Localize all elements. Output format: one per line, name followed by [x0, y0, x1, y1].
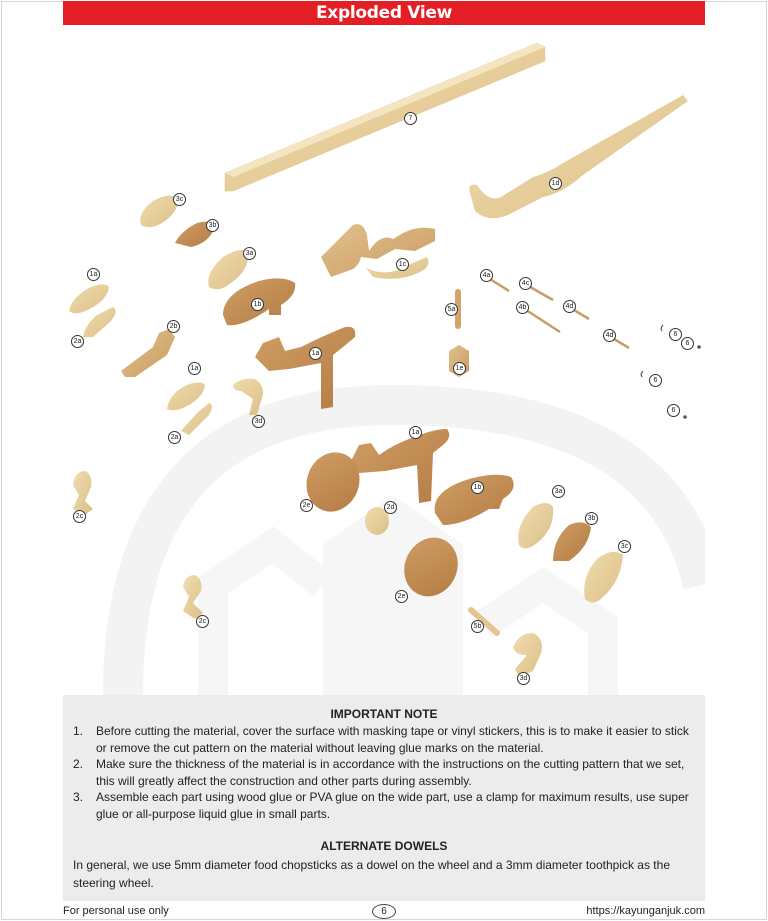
part-2b: [121, 329, 175, 377]
part-label-4b: 4b: [516, 301, 529, 314]
note-item: [71, 723, 701, 756]
part-label-1b: 1b: [471, 481, 484, 494]
part-3d-mid: [233, 379, 263, 415]
part-2c-left: [73, 471, 93, 515]
part-label-2a: 2a: [71, 335, 84, 348]
part-label-4d: 4d: [563, 300, 576, 313]
part-label-3b: 3b: [206, 219, 219, 232]
part-label-1e: 1e: [453, 362, 466, 375]
important-note-panel: [63, 695, 705, 901]
part-label-1d: 1d: [549, 177, 562, 190]
watermark-house: [323, 495, 463, 695]
part-label-2e: 2e: [300, 499, 313, 512]
part-label-6: 6: [669, 328, 682, 341]
part-3c-lower: [584, 552, 623, 603]
part-label-7: 7: [404, 112, 417, 125]
note-text: Make sure the thickness of the material is in accordance with the instructions on the cutting pattern that we set, this will greatly affect the construction and other parts during assembly.: [96, 757, 685, 788]
part-label-3a: 3a: [243, 247, 256, 260]
part-label-1b: 1b: [251, 298, 264, 311]
alternate-dowels-title: ALTERNATE DOWELS: [320, 839, 448, 853]
part-label-2c: 2c: [73, 510, 86, 523]
part-3a-lower: [518, 503, 553, 549]
part-label-1a: 1a: [87, 268, 100, 281]
part-1a-mid: [167, 382, 205, 410]
part-label-6: 6: [667, 404, 680, 417]
note-item: [71, 756, 701, 789]
important-note-title: IMPORTANT NOTE: [330, 707, 438, 721]
part-label-3d: 3d: [517, 672, 530, 685]
part-6-pin: [641, 371, 643, 377]
page-number: 6: [372, 904, 396, 919]
part-label-4a: 4a: [480, 269, 493, 282]
part-label-3c: 3c: [173, 193, 186, 206]
note-text: Assemble each part using wood glue or PVA glue on the wide part, use a clamp for maximum results, use super glue or all-purpose liquid glue in small parts.: [96, 790, 689, 821]
part-1d-handle: [469, 95, 688, 218]
part-label-3b: 3b: [585, 512, 598, 525]
page-title: Exploded View: [63, 1, 705, 25]
part-2a-left: [83, 307, 116, 337]
note-number: 2.: [73, 757, 84, 771]
part-6-pin: [683, 415, 687, 419]
note-number: 3.: [73, 790, 84, 804]
exploded-view-diagram: [63, 25, 705, 695]
part-1a-left: [69, 284, 109, 313]
footer-website-link[interactable]: https://kayunganjuk.com: [586, 905, 705, 917]
part-label-1c: 1c: [396, 258, 409, 271]
part-label-5b: 5b: [471, 620, 484, 633]
part-4b: [523, 308, 560, 332]
part-1a-lower: [351, 429, 449, 503]
part-label-1a: 1a: [409, 426, 422, 439]
part-label-2c: 2c: [196, 615, 209, 628]
part-label-2d: 2d: [384, 501, 397, 514]
part-6-pin: [661, 325, 663, 331]
part-label-1a: 1a: [309, 347, 322, 360]
note-number: 1.: [73, 724, 84, 738]
part-label-3d: 3d: [252, 415, 265, 428]
part-2a-mid: [181, 403, 212, 435]
part-label-3c: 3c: [618, 540, 631, 553]
alternate-dowels-text: In general, we use 5mm diameter food chopsticks as a dowel on the wheel and a 3mm diameter toothpick as the steering wheel.: [73, 858, 670, 890]
part-3d-lower: [513, 633, 542, 677]
note-item: [71, 789, 701, 822]
part-6-pin: [697, 345, 701, 349]
note-text: Before cutting the material, cover the surface with masking tape or vinyl stickers, this is to make it easier to stick or remove the cut pattern on the material without leaving glue marks on the material.: [96, 724, 689, 755]
part-label-3a: 3a: [552, 485, 565, 498]
part-label-1a: 1a: [188, 362, 201, 375]
part-label-6: 6: [681, 337, 694, 350]
part-label-4c: 4c: [519, 277, 532, 290]
footer-license-note: For personal use only: [63, 905, 169, 917]
part-label-6: 6: [649, 374, 662, 387]
part-3b-lower: [553, 522, 591, 561]
important-note-list: [71, 723, 701, 822]
part-label-2a: 2a: [168, 431, 181, 444]
part-label-2e: 2e: [395, 590, 408, 603]
part-label-4d: 4d: [603, 329, 616, 342]
part-label-5a: 5a: [445, 303, 458, 316]
part-label-2b: 2b: [167, 320, 180, 333]
parts-illustration: [63, 25, 705, 695]
